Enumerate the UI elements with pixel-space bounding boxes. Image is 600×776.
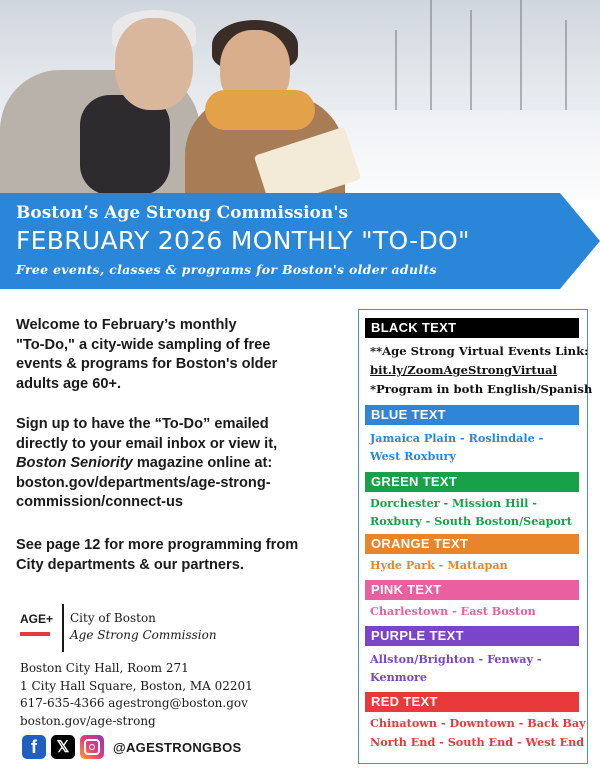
contact-address: [20, 660, 253, 730]
address-line: 1 City Hall Square, Boston, MA 02201: [20, 678, 253, 693]
see-page-line: City departments & our partners.: [16, 556, 244, 573]
address-line: Boston City Hall, Room 271: [20, 661, 189, 675]
social-links: [22, 734, 242, 760]
legend-heading-orange: ORANGE TEXT: [365, 534, 579, 554]
instagram-icon[interactable]: [80, 735, 104, 759]
welcome-line: "To-Do," a city-wide sampling of free: [16, 336, 271, 353]
legend-heading-pink: PINK TEXT: [365, 580, 579, 600]
legend-heading-red: RED TEXT: [365, 692, 579, 712]
see-page-paragraph: [16, 536, 334, 575]
legend-text-green: Dorchester - Mission Hill -: [370, 496, 537, 510]
signup-line-rest: magazine online at:: [132, 455, 273, 471]
legend-heading-purple: PURPLE TEXT: [365, 626, 579, 646]
legend-text-pink: Charlestown - East Boston: [370, 604, 536, 618]
legend-text-red: Chinatown - Downtown - Back Bay: [370, 716, 586, 730]
legend-heading-blue: BLUE TEXT: [365, 405, 579, 425]
welcome-line: events & programs for Boston's older: [16, 356, 278, 372]
signup-paragraph: [16, 415, 334, 513]
facebook-icon[interactable]: f: [22, 735, 46, 759]
legend-text-green: Roxbury - South Boston/Seaport: [370, 514, 572, 528]
social-handle: @AGESTRONGBOS: [113, 739, 242, 755]
banner-tagline: Free events, classes & programs for Boston's older adults: [16, 262, 437, 277]
signup-line: Sign up to have the “To-Do” emailed: [16, 416, 269, 432]
legend-text-blue: Jamaica Plain - Roslindale -: [370, 431, 544, 445]
logo-red-bar: [20, 632, 50, 636]
legend-heading-green: GREEN TEXT: [365, 472, 579, 492]
legend-text-purple: Kenmore: [370, 670, 428, 684]
banner-title: FEBRUARY 2026 MONTHLY "TO-DO": [16, 226, 470, 255]
phone-email-line[interactable]: 617-635-4366 agestrong@boston.gov: [20, 696, 248, 710]
connect-us-link-continued[interactable]: commission/connect-us: [16, 494, 184, 510]
signup-line: [16, 454, 334, 474]
x-icon[interactable]: 𝕏: [51, 735, 75, 759]
website-link[interactable]: boston.gov/age-strong: [20, 713, 156, 728]
welcome-line: adults age 60+.: [16, 375, 122, 392]
welcome-line: Welcome to February’s monthly: [16, 317, 237, 333]
logo-divider: [62, 604, 64, 652]
connect-us-link[interactable]: boston.gov/departments/age-strong-: [16, 474, 271, 491]
legend-text-blue: West Roxbury: [370, 449, 456, 463]
legend-text-black: **Age Strong Virtual Events Link:: [370, 344, 589, 358]
logo-commission-name: Age Strong Commission: [70, 628, 217, 642]
logo-city-name: City of Boston: [70, 611, 156, 625]
legend-text-black: *Program in both English/Spanish: [370, 382, 593, 396]
zoom-virtual-link[interactable]: bit.ly/ZoomAgeStrongVirtual: [370, 363, 558, 377]
age-plus-logo: AGE+: [20, 612, 54, 626]
banner-subtitle: Boston’s Age Strong Commission's: [16, 203, 349, 223]
see-page-line: See page 12 for more programming from: [16, 537, 299, 553]
legend-text-purple: Allston/Brighton - Fenway -: [370, 652, 542, 666]
magazine-name: Boston Seniority: [16, 455, 133, 471]
legend-heading-black: BLACK TEXT: [365, 318, 579, 338]
legend-text-red: North End - South End - West End: [370, 735, 585, 749]
legend-text-orange: Hyde Park - Mattapan: [370, 558, 508, 572]
signup-line: directly to your email inbox or view it,: [16, 435, 278, 452]
hero-photo: [0, 0, 600, 200]
welcome-paragraph: [16, 316, 334, 394]
